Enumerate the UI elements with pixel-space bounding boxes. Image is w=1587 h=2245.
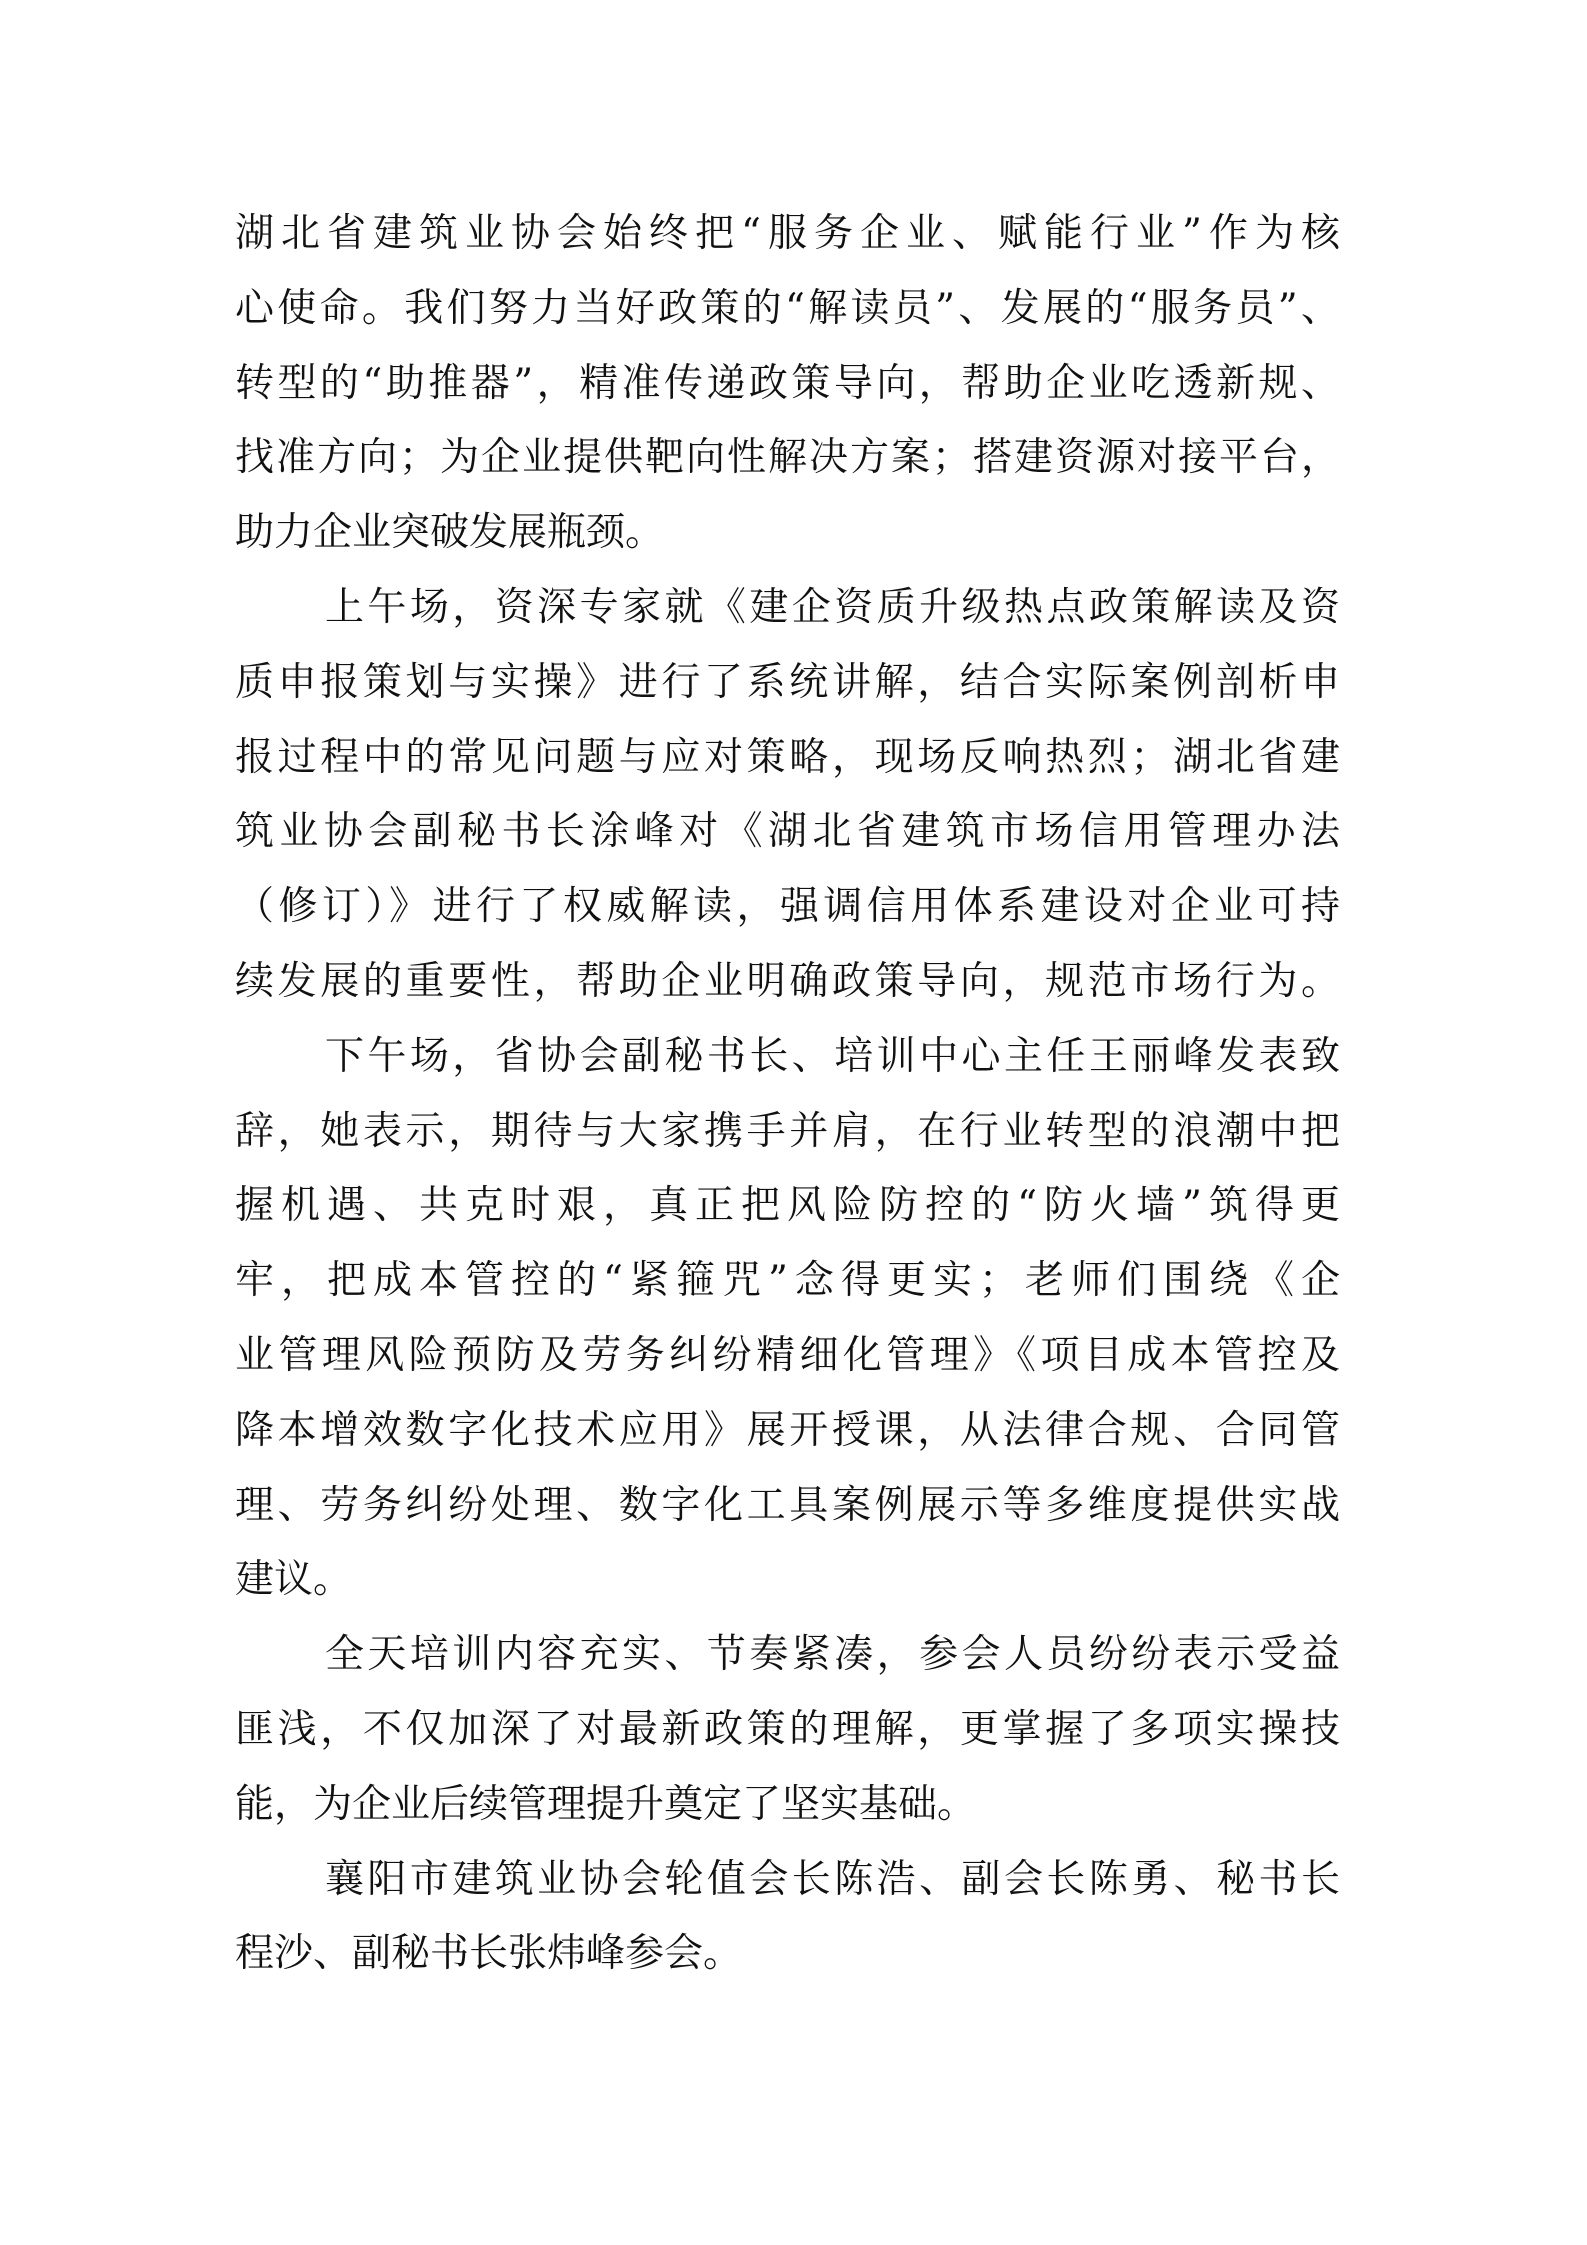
text-line: 业管理风险预防及劳务纠纷精细化管理》《项目成本管控及 xyxy=(235,1332,1340,1378)
text-line: 湖北省建筑业协会始终把“服务企业、赋能行业”作为核 xyxy=(235,211,1340,256)
text-line: 全天培训内容充实、节奏紧凑，参会人员纷纷表示受益 xyxy=(325,1632,1340,1678)
text-line: 上午场，资深专家就《建企资质升级热点政策解读及资 xyxy=(325,584,1340,630)
text-line: 能，为企业后续管理提升奠定了坚实基础。 xyxy=(235,1781,977,1827)
text-line: 心使命。我们努力当好政策的“解读员”、发展的“服务员”、 xyxy=(235,285,1340,331)
paragraph xyxy=(235,1843,1340,1993)
text-line: 转型的“助推器”，精准传递政策导向，帮助企业吃透新规、 xyxy=(235,360,1340,406)
paragraph xyxy=(235,571,1340,1020)
text-line: 续发展的重要性，帮助企业明确政策导向，规范市场行为。 xyxy=(235,958,1340,1004)
text-line: 质申报策划与实操》进行了系统讲解，结合实际案例剖析申 xyxy=(235,659,1340,705)
paragraph xyxy=(235,197,1340,571)
paragraph xyxy=(235,1020,1340,1618)
text-line: 程沙、副秘书长张炜峰参会。 xyxy=(235,1931,743,1977)
text-line: 牢，把成本管控的“紧箍咒”念得更实；老师们围绕《企 xyxy=(235,1258,1340,1304)
text-line: （修订）》进行了权威解读，强调信用体系建设对企业可持 xyxy=(235,884,1340,930)
text-line: 报过程中的常见问题与应对策略，现场反响热烈；湖北省建 xyxy=(235,734,1340,780)
text-line: 建议。 xyxy=(235,1557,353,1603)
text-line: 理、劳务纠纷处理、数字化工具案例展示等多维度提供实战 xyxy=(235,1482,1340,1528)
text-line: 筑业协会副秘书长涂峰对《湖北省建筑市场信用管理办法 xyxy=(235,809,1340,855)
text-line: 降本增效数字化技术应用》展开授课，从法律合规、合同管 xyxy=(235,1407,1340,1453)
text-line: 助力企业突破发展瓶颈。 xyxy=(235,510,665,556)
text-line: 辞，她表示，期待与大家携手并肩，在行业转型的浪潮中把 xyxy=(235,1108,1340,1154)
text-line: 匪浅，不仅加深了对最新政策的理解，更掌握了多项实操技 xyxy=(235,1706,1340,1752)
text-line: 找准方向；为企业提供靶向性解决方案；搭建资源对接平台， xyxy=(235,435,1340,481)
paragraph xyxy=(235,1618,1340,1842)
text-line: 襄阳市建筑业协会轮值会长陈浩、副会长陈勇、秘书长 xyxy=(325,1856,1340,1902)
text-line: 下午场，省协会副秘书长、培训中心主任王丽峰发表致 xyxy=(325,1033,1340,1079)
text-line: 握机遇、共克时艰，真正把风险防控的“防火墙”筑得更 xyxy=(235,1183,1340,1229)
document-body xyxy=(235,197,1340,1992)
